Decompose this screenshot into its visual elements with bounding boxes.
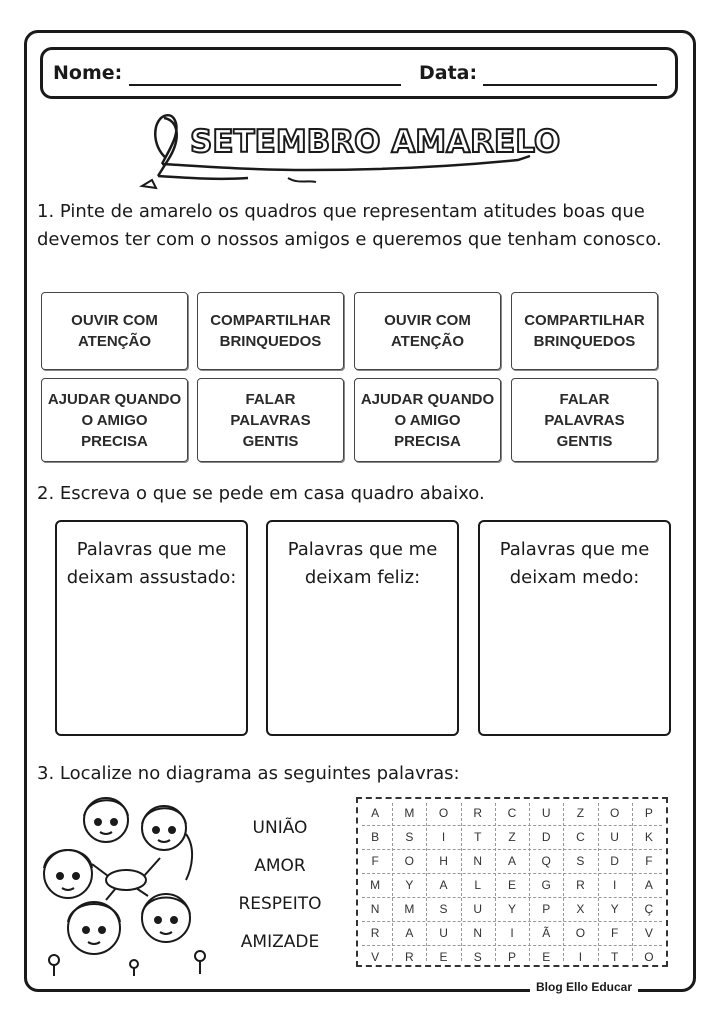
- grid-divider: [529, 803, 530, 961]
- grid-letter[interactable]: U: [439, 926, 448, 940]
- grid-letter[interactable]: I: [441, 830, 446, 844]
- grid-letter[interactable]: I: [510, 926, 514, 940]
- grid-letter[interactable]: H: [439, 854, 448, 868]
- date-field[interactable]: [483, 84, 657, 86]
- grid-letter[interactable]: V: [371, 950, 380, 964]
- grid-letter[interactable]: X: [576, 902, 585, 916]
- grid-letter[interactable]: C: [507, 806, 517, 820]
- word-amizade: AMIZADE: [240, 932, 320, 952]
- attitude-card-label: AJUDAR QUANDO O AMIGO PRECISA: [360, 390, 495, 450]
- grid-letter[interactable]: N: [473, 926, 483, 940]
- attitude-card[interactable]: [354, 292, 501, 370]
- grid-letter[interactable]: R: [404, 950, 414, 964]
- attitude-card[interactable]: [511, 378, 658, 462]
- grid-letter[interactable]: I: [612, 878, 617, 892]
- grid-letter[interactable]: A: [507, 854, 516, 868]
- attitude-card[interactable]: [197, 378, 344, 462]
- grid-divider: [362, 825, 662, 826]
- grid-letter[interactable]: R: [473, 806, 483, 820]
- grid-letter[interactable]: O: [404, 854, 414, 868]
- grid-letter[interactable]: P: [507, 950, 516, 964]
- grid-letter[interactable]: Q: [541, 854, 551, 868]
- attitude-card[interactable]: [41, 292, 188, 370]
- grid-letter[interactable]: U: [610, 830, 619, 844]
- grid-letter[interactable]: E: [542, 950, 551, 964]
- grid-letter[interactable]: F: [645, 854, 653, 868]
- grid-divider: [392, 803, 393, 961]
- answer-box-label: Palavras que me deixam feliz:: [287, 539, 438, 588]
- attitude-card[interactable]: [197, 292, 344, 370]
- attitude-card-label: FALAR PALAVRAS GENTIS: [544, 390, 625, 450]
- grid-row: [358, 921, 666, 945]
- grid-letter[interactable]: N: [473, 854, 483, 868]
- grid-letter[interactable]: S: [576, 854, 585, 868]
- grid-letter[interactable]: O: [438, 806, 449, 820]
- question-1-text: 1. Pinte de amarelo os quadros que representam atitudes boas que devemos ter com o nossos amigos e queremos que tenham conosco.: [37, 201, 662, 250]
- grid-letter[interactable]: O: [609, 806, 620, 820]
- grid-divider: [362, 873, 662, 874]
- grid-row: [358, 873, 666, 897]
- attitude-card-label: FALAR PALAVRAS GENTIS: [230, 390, 311, 450]
- grid-divider: [362, 945, 662, 946]
- name-label: Nome:: [53, 62, 123, 84]
- question-2-text: 2. Escreva o que se pede em casa quadro abaixo.: [37, 483, 485, 504]
- grid-divider: [362, 921, 662, 922]
- title-banner: [138, 110, 588, 190]
- grid-letter[interactable]: S: [439, 902, 448, 916]
- grid-letter[interactable]: I: [578, 950, 583, 964]
- grid-letter[interactable]: Y: [405, 878, 414, 892]
- grid-letter[interactable]: R: [576, 878, 585, 892]
- grid-divider: [632, 803, 633, 961]
- children-circle-illustration: [36, 788, 216, 978]
- grid-letter[interactable]: O: [575, 926, 586, 940]
- grid-letter[interactable]: D: [541, 830, 551, 844]
- attitude-card[interactable]: [511, 292, 658, 370]
- question-3-text: 3. Localize no diagrama as seguintes palavras:: [37, 763, 460, 784]
- grid-letter[interactable]: L: [474, 878, 482, 892]
- grid-divider: [461, 803, 462, 961]
- grid-letter[interactable]: S: [405, 830, 414, 844]
- grid-letter[interactable]: K: [644, 830, 653, 844]
- grid-letter[interactable]: D: [610, 854, 619, 868]
- grid-row: [358, 825, 666, 849]
- answer-box-happy[interactable]: [266, 520, 459, 736]
- grid-letter[interactable]: C: [576, 830, 585, 844]
- word-search-grid[interactable]: [356, 797, 668, 967]
- grid-letter[interactable]: A: [405, 926, 414, 940]
- grid-letter[interactable]: U: [541, 806, 551, 820]
- grid-letter[interactable]: U: [473, 902, 483, 916]
- grid-divider: [563, 803, 564, 961]
- grid-letter[interactable]: V: [644, 926, 653, 940]
- grid-letter[interactable]: Ç: [644, 902, 654, 916]
- grid-row: [358, 897, 666, 921]
- attitude-card-label: AJUDAR QUANDO O AMIGO PRECISA: [47, 390, 182, 450]
- grid-letter[interactable]: P: [644, 806, 653, 820]
- grid-row: [358, 801, 666, 825]
- grid-letter[interactable]: S: [473, 950, 482, 964]
- attitude-card[interactable]: [354, 378, 501, 462]
- grid-divider: [426, 803, 427, 961]
- attitude-card-label: COMPARTILHAR BRINQUEDOS: [524, 312, 645, 350]
- grid-letter[interactable]: A: [644, 878, 653, 892]
- grid-letter[interactable]: Y: [610, 902, 619, 916]
- grid-letter[interactable]: M: [404, 806, 415, 820]
- grid-row: [358, 849, 666, 873]
- grid-letter[interactable]: M: [404, 902, 415, 916]
- grid-letter[interactable]: A: [439, 878, 448, 892]
- grid-letter[interactable]: R: [370, 926, 380, 940]
- grid-letter[interactable]: G: [541, 878, 551, 892]
- word-uniao: UNIÃO: [252, 818, 308, 838]
- grid-letter[interactable]: O: [644, 950, 654, 964]
- attitude-card-label: COMPARTILHAR BRINQUEDOS: [210, 312, 331, 350]
- grid-letter[interactable]: E: [439, 950, 448, 964]
- date-label: Data:: [419, 62, 478, 84]
- grid-divider: [362, 849, 662, 850]
- grid-letter[interactable]: Z: [576, 806, 585, 820]
- grid-letter[interactable]: P: [542, 902, 551, 916]
- grid-divider: [495, 803, 496, 961]
- attitude-card-label: OUVIR COM ATENÇÃO: [71, 312, 158, 350]
- name-date-bar: [40, 47, 678, 99]
- grid-row: [358, 945, 666, 969]
- grid-letter[interactable]: N: [370, 902, 380, 916]
- grid-divider: [598, 803, 599, 961]
- grid-letter[interactable]: M: [370, 878, 381, 892]
- answer-box-fear[interactable]: [478, 520, 671, 736]
- grid-letter[interactable]: Ã: [542, 926, 551, 940]
- answer-box-label: Palavras que me deixam assustado:: [66, 539, 237, 588]
- name-field[interactable]: [129, 84, 401, 86]
- grid-letter[interactable]: F: [610, 926, 619, 940]
- grid-divider: [362, 897, 662, 898]
- page-title: SETEMBRO AMARELO: [190, 124, 561, 160]
- attitude-card-label: OUVIR COM ATENÇÃO: [384, 312, 471, 350]
- word-amor: AMOR: [254, 856, 306, 876]
- footer-credit: Blog Ello Educar: [530, 980, 638, 994]
- word-respeito: RESPEITO: [238, 894, 322, 914]
- grid-letter[interactable]: B: [371, 830, 380, 844]
- grid-letter[interactable]: F: [371, 854, 379, 868]
- answer-box-scared[interactable]: [55, 520, 248, 736]
- attitude-card[interactable]: [41, 378, 188, 462]
- grid-letter[interactable]: T: [610, 950, 619, 964]
- grid-letter[interactable]: Z: [508, 830, 516, 844]
- answer-box-label: Palavras que me deixam medo:: [499, 539, 650, 588]
- grid-letter[interactable]: E: [507, 878, 516, 892]
- grid-letter[interactable]: Y: [507, 902, 516, 916]
- grid-letter[interactable]: T: [474, 830, 482, 844]
- grid-letter[interactable]: A: [371, 806, 380, 820]
